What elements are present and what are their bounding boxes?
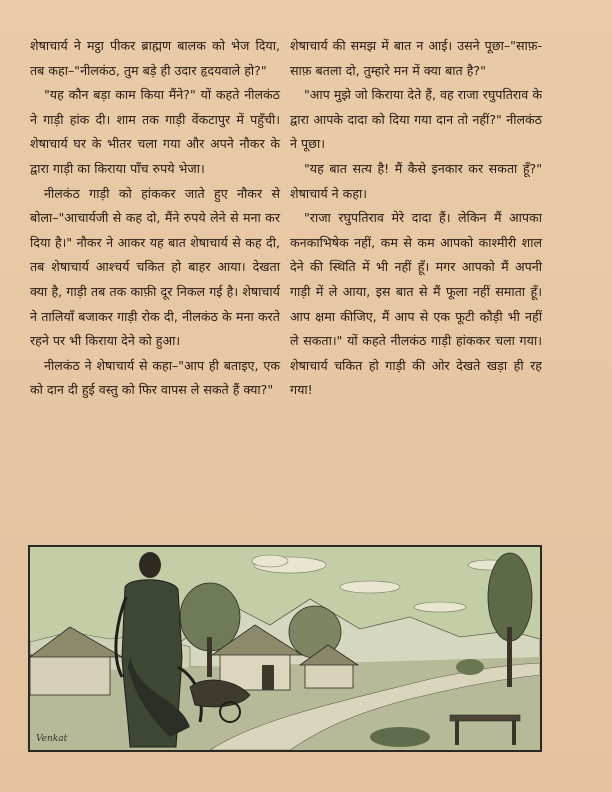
right-paragraph-3: "यह बात सत्य है! मैं कैसे इनकार कर सकता हूँ?" शेषाचार्य ने कहा। <box>290 160 542 201</box>
village-scene-drawing <box>30 547 540 750</box>
left-paragraph-2: "यह कौन बड़ा काम किया मैंने?" यों कहते नीलकंठ ने गाड़ी हांक दी। शाम तक गाड़ी वेंकटापुर में पहुँची। शेषाचार्य घर के भीतर चला गया और अपने नौकर के द्वारा गाड़ी का किराया पाँच रुपये भेजा। <box>30 87 280 176</box>
artist-signature: Venkat <box>36 734 68 744</box>
right-paragraph-4: "राजा रघुपतिराव मेरे दादा हैं। लेकिन मैं आपका कनकाभिषेक नहीं, कम से कम आपको काश्मीरी शाल देने की स्थिति में भी नहीं हूँ। मगर आपको मैं अपनी गाड़ी में ले आया, इस बात से मैं फूला नहीं समाता हूँ। आप क्षमा कीजिए, मैं आप से एक फूटी कौड़ी भी नहीं ले सकता।" यों कहते नीलकंठ गाड़ी हांककर चला गया। शेषाचार्य चकित हो गाड़ी की ओर देखते खड़ा ही रह गया! <box>290 210 542 398</box>
right-paragraph-2: "आप मुझे जो किराया देते हैं, वह राजा रघुपतिराव के द्वारा आपके दादा को दिया गया दान तो नहीं?" नीलकंठ ने पूछा। <box>290 87 542 152</box>
right-paragraph-1: शेषाचार्य की समझ में बात न आई। उसने पूछा–"साफ़-साफ़ बतला दो, तुम्हारे मन में क्या बात है?" <box>290 38 542 78</box>
left-text-column <box>30 34 280 403</box>
left-paragraph-4: नीलकंठ ने शेषाचार्य से कहा–"आप ही बताइए, एक को दान दी हुई वस्तु को फिर वापस ले सकते हैं क्या?" <box>30 357 280 398</box>
story-illustration <box>28 545 542 752</box>
left-paragraph-1: शेषाचार्य ने मट्ठा पीकर ब्राह्मण बालक को भेज दिया, तब कहा–"नीलकंठ, तुम बड़े ही उदार हृदयवाले हो?" <box>30 38 280 78</box>
right-text-column <box>290 34 542 403</box>
left-paragraph-3: नीलकंठ गाड़ी को हांककर जाते हुए नौकर से बोला–"आचार्यजी से कह दो, मैंने रुपये लेने से मना कर दिया है।" नौकर ने आकर यह बात शेषाचार्य से कह दी, तब शेषाचार्य आश्चर्य चकित हो बाहर आया। देखता क्या है, गाड़ी तब तक काफ़ी दूर निकल गई है। शेषाचार्य ने तालियाँ बजाकर गाड़ी रोक दी, नीलकंठ के मना करते रहने पर भी किराया देने को हुआ। <box>30 185 280 349</box>
bush <box>370 727 430 747</box>
